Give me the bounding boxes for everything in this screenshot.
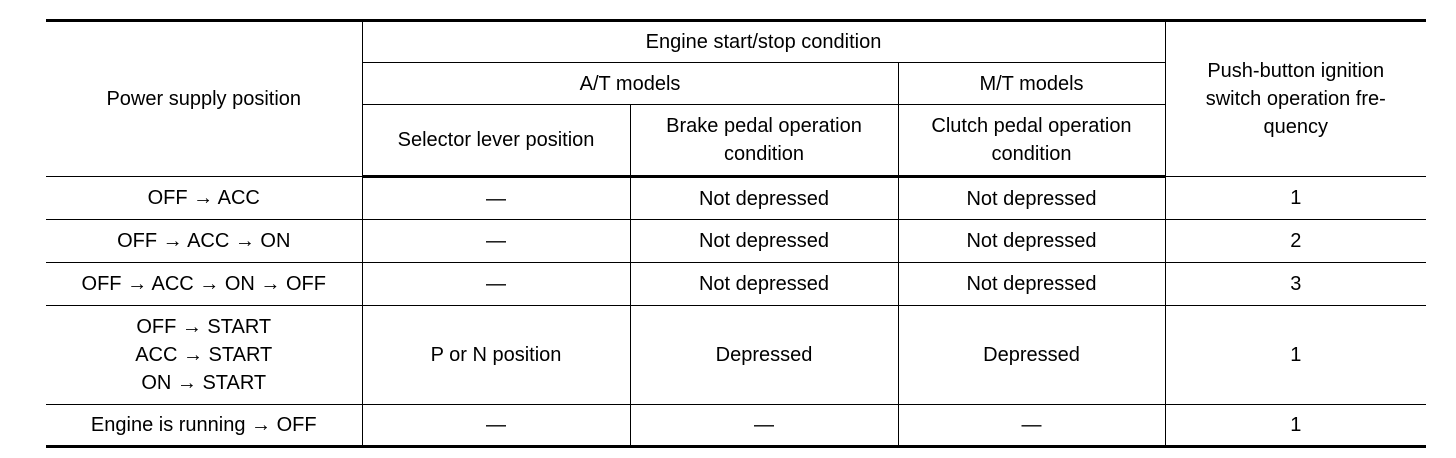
header-push-button-frequency: Push-button ignition switch operation fre- quency	[1165, 21, 1426, 177]
table-row	[46, 306, 1426, 405]
cell-selector-lever: —	[362, 177, 630, 220]
header-brake-pedal-condition: Brake pedal operation condition	[630, 105, 898, 177]
cell-power-supply: OFF → ACC → ON	[46, 220, 362, 263]
cell-clutch-pedal: Depressed	[898, 306, 1165, 405]
header-clutch-pedal-condition: Clutch pedal operation condition	[898, 105, 1165, 177]
cell-brake-pedal: Not depressed	[630, 220, 898, 263]
cell-brake-pedal: Depressed	[630, 306, 898, 405]
header-mt-models: M/T models	[898, 63, 1165, 105]
cell-brake-pedal: Not depressed	[630, 263, 898, 306]
cell-frequency: 1	[1165, 177, 1426, 220]
cell-power-supply: Engine is running → OFF	[46, 405, 362, 447]
cell-power-supply: OFF → ACC → ON → OFF	[46, 263, 362, 306]
table-row	[46, 263, 1426, 306]
cell-selector-lever: —	[362, 220, 630, 263]
cell-power-supply: OFF → START ACC → START ON → START	[46, 306, 362, 405]
cell-frequency: 1	[1165, 306, 1426, 405]
ignition-operation-table	[46, 19, 1426, 448]
header-selector-lever-position: Selector lever position	[362, 105, 630, 177]
cell-clutch-pedal: —	[898, 405, 1165, 447]
header-at-models: A/T models	[362, 63, 898, 105]
cell-clutch-pedal: Not depressed	[898, 220, 1165, 263]
cell-clutch-pedal: Not depressed	[898, 263, 1165, 306]
table-row	[46, 405, 1426, 447]
cell-selector-lever: —	[362, 263, 630, 306]
cell-brake-pedal: —	[630, 405, 898, 447]
table-row	[46, 177, 1426, 220]
cell-selector-lever: —	[362, 405, 630, 447]
cell-frequency: 2	[1165, 220, 1426, 263]
cell-frequency: 3	[1165, 263, 1426, 306]
cell-selector-lever: P or N position	[362, 306, 630, 405]
cell-power-supply: OFF → ACC	[46, 177, 362, 220]
header-power-supply-position: Power supply position	[46, 21, 362, 177]
header-engine-start-stop-condition: Engine start/stop condition	[362, 21, 1165, 63]
cell-frequency: 1	[1165, 405, 1426, 447]
cell-brake-pedal: Not depressed	[630, 177, 898, 220]
cell-clutch-pedal: Not depressed	[898, 177, 1165, 220]
table-row	[46, 220, 1426, 263]
